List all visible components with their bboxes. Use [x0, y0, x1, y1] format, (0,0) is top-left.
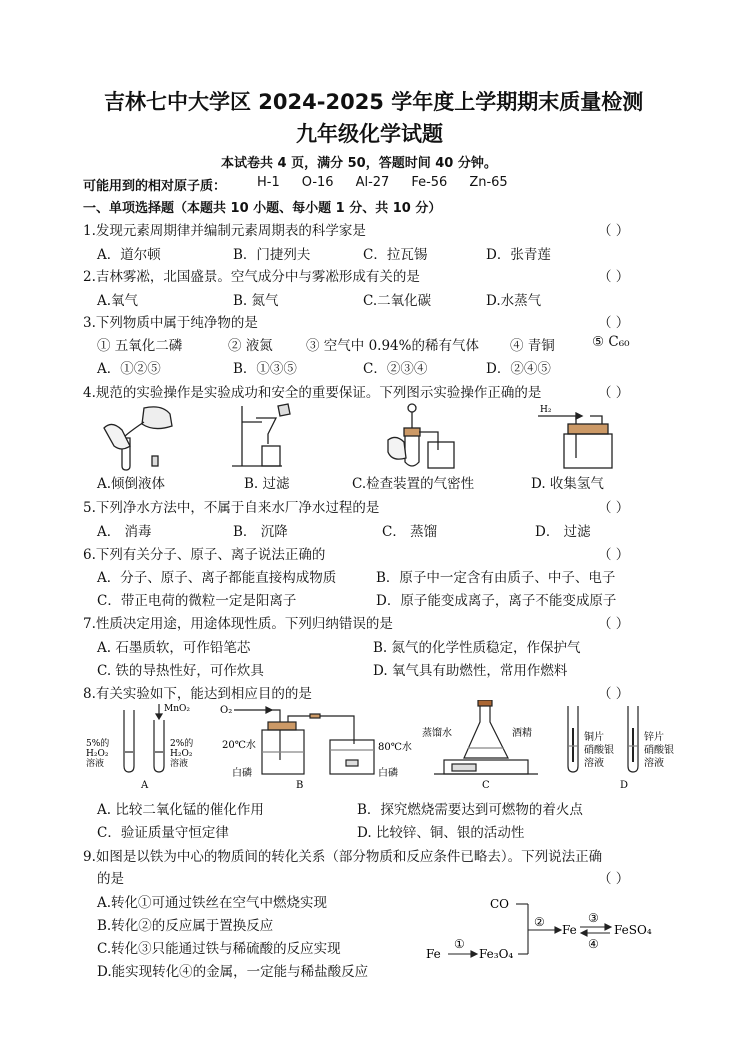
q4-option-a: A.倾倒液体: [97, 476, 166, 492]
right-solution-label: H₂O₂: [170, 749, 193, 759]
left-solution-label: H₂O₂: [86, 749, 109, 759]
copper-label: 铜片: [584, 732, 604, 743]
q2-option-d: D.水蒸气: [486, 293, 542, 309]
fe-center-label: Fe: [562, 923, 577, 937]
q4-option-b: B. 过滤: [244, 476, 290, 492]
q5-option-b: B． 沉降: [233, 524, 288, 540]
atomic-mass-item: Al-27: [355, 175, 390, 190]
atomic-mass-list: [257, 175, 508, 190]
figure-label-c: C: [482, 780, 490, 791]
answer-blank-2[interactable]: （ ）: [598, 269, 630, 285]
q3-option-c: C．②③④: [363, 361, 428, 377]
distilled-water-label: 蒸馏水: [422, 728, 452, 739]
q9-option-c: C.转化③只能通过铁与稀硫酸的反应实现: [97, 941, 341, 957]
filtration-figure: [232, 404, 290, 466]
alcohol-label: 酒精: [512, 728, 532, 739]
atomic-mass-item: Zn-65: [469, 175, 508, 190]
atomic-mass-label: 可能用到的相对原子质：: [83, 179, 227, 194]
question-6-stem: 6.下列有关分子、原子、离子说法正确的: [83, 547, 326, 563]
q9-option-d: D.能实现转化④的金属，一定能与稀盐酸反应: [97, 964, 369, 980]
temp-20-label: 20℃水: [222, 740, 256, 751]
atomic-mass-item: Fe-56: [411, 175, 448, 190]
solution-label: 溶液: [644, 758, 664, 769]
question-5-stem: 5.下列净水方法中，不属于自来水厂净水过程的是: [83, 500, 380, 516]
question-2-stem: 2.吉林雾凇，北国盛景。空气成分中与雾凇形成有关的是: [83, 269, 420, 285]
question-9-stem: 9.如图是以铁为中心的物质间的转化关系（部分物质和反应条件已略去）。下列说法正确: [83, 849, 603, 865]
o2-label: O₂: [220, 705, 233, 716]
q4-figures: [92, 400, 682, 472]
answer-blank-5[interactable]: （ ）: [598, 500, 630, 516]
conversion-1-label: ①: [454, 937, 465, 951]
atomic-mass-item: H-1: [257, 175, 280, 190]
question-7-stem: 7.性质决定用途，用途体现性质。下列归纳错误的是: [83, 616, 393, 632]
answer-blank-3[interactable]: （ ）: [598, 315, 630, 331]
silver-nitrate-label: 硝酸银: [644, 745, 674, 756]
q6-option-d: D．原子能变成离子，离子不能变成原子: [376, 593, 617, 609]
q2-option-b: B. 氮气: [233, 293, 279, 309]
q4-option-c: C.检查装置的气密性: [352, 476, 475, 492]
q3-item-5: ⑤ C₆₀: [592, 334, 630, 350]
exam-subtitle: 九年级化学试题: [296, 122, 443, 146]
q8-option-b: B．探究燃烧需要达到可燃物的着火点: [357, 802, 583, 818]
q1-option-c: C．拉瓦锡: [363, 247, 428, 263]
zinc-label: 锌片: [644, 732, 664, 743]
white-phosphorus-label: 白磷: [232, 768, 252, 779]
silver-nitrate-label: 硝酸银: [584, 745, 614, 756]
q3-option-a: A．①②⑤: [97, 361, 161, 377]
right-solution-label: 溶液: [170, 759, 189, 769]
q8-option-c: C．验证质量守恒定律: [97, 825, 229, 841]
question-3-stem: 3.下列物质中属于纯净物的是: [83, 315, 258, 331]
q1-option-a: A．道尔顿: [97, 247, 161, 263]
q1-option-b: B．门捷列夫: [233, 247, 311, 263]
section-heading: 一、单项选择题（本题共 10 小题、每小题 1 分、共 10 分）: [83, 201, 442, 216]
left-solution-label: 5%的: [86, 739, 110, 749]
answer-blank-8[interactable]: （ ）: [598, 686, 630, 702]
q3-item-3: ③ 空气中 0.94%的稀有气体: [306, 338, 479, 354]
answer-blank-4[interactable]: （ ）: [598, 385, 630, 401]
q3-option-b: B．①③⑤: [233, 361, 297, 377]
conversion-2-label: ②: [534, 915, 545, 929]
atomic-mass-item: O-16: [301, 175, 334, 190]
answer-blank-9[interactable]: （ ）: [598, 871, 630, 887]
figure-label-a: A: [141, 780, 149, 791]
question-1-stem: 1.发现元素周期律并编制元素周期表的科学家是: [83, 223, 366, 239]
co-label: CO: [490, 897, 510, 911]
pouring-liquid-figure: [104, 407, 172, 470]
q3-item-4: ④ 青铜: [510, 338, 555, 354]
hydrogen-collection-figure: [538, 413, 612, 468]
question-8-stem: 8.有关实验如下，能达到相应目的的是: [83, 686, 312, 702]
answer-blank-1[interactable]: （ ）: [598, 223, 630, 239]
q9-option-b: B.转化②的反应属于置换反应: [97, 918, 274, 934]
fe3o4-label: Fe₃O₄: [479, 947, 514, 961]
figure-label-d: D: [620, 780, 629, 791]
q5-option-a: A． 消毒: [97, 524, 152, 540]
q6-option-c: C．带正电荷的微粒一定是阳离子: [97, 593, 297, 609]
white-phosphorus-label: 白磷: [378, 768, 398, 779]
feso4-label: FeSO₄: [614, 923, 652, 937]
q1-option-d: D．张青莲: [486, 247, 551, 263]
q7-option-d: D. 氧气具有助燃性，常用作燃料: [373, 663, 568, 679]
temp-80-label: 80℃水: [378, 742, 412, 753]
q8-option-a: A. 比较二氧化锰的催化作用: [97, 802, 264, 818]
right-solution-label: 2%的: [170, 739, 194, 749]
q3-item-2: ② 液氮: [228, 338, 273, 354]
question-4-stem: 4.规范的实验操作是实验成功和安全的重要保证。下列图示实验操作正确的是: [83, 385, 542, 401]
answer-blank-7[interactable]: （ ）: [598, 616, 630, 632]
fe-start-label: Fe: [426, 947, 441, 961]
answer-blank-6[interactable]: （ ）: [598, 547, 630, 563]
q5-option-d: D． 过滤: [535, 524, 591, 540]
mno2-label: MnO₂: [164, 704, 190, 714]
q7-option-a: A. 石墨质软，可作铅笔芯: [97, 640, 251, 656]
q9-option-a: A.转化①可通过铁丝在空气中燃烧实现: [97, 895, 328, 911]
exam-title: 吉林七中大学区 2024-2025 学年度上学期期末质量检测: [104, 90, 644, 114]
q6-option-b: B．原子中一定含有由质子、中子、电子: [376, 570, 616, 586]
iron-conversion-diagram: [422, 888, 672, 968]
q6-option-a: A．分子、原子、离子都能直接构成物质: [97, 570, 337, 586]
conversion-3-label: ③: [588, 911, 599, 925]
h2-label: H₂: [540, 405, 552, 415]
airtightness-figure: [388, 404, 454, 468]
q7-option-c: C. 铁的导热性好，可作炊具: [97, 663, 264, 679]
conversion-4-label: ④: [588, 937, 599, 951]
q8-figures: [84, 700, 684, 792]
q4-option-d: D. 收集氢气: [531, 476, 604, 492]
solution-label: 溶液: [584, 758, 604, 769]
question-9-stem-cont: 的是: [97, 871, 124, 887]
figure-label-b: B: [296, 780, 304, 791]
left-solution-label: 溶液: [86, 759, 105, 769]
q8-option-d: D. 比较锌、铜、银的活动性: [357, 825, 525, 841]
catalyst-test-figure: [124, 704, 164, 772]
q5-option-c: C． 蒸馏: [382, 524, 438, 540]
q2-option-a: A.氧气: [97, 293, 139, 309]
exam-info: 本试卷共 4 页，满分 50，答题时间 40 分钟。: [221, 156, 497, 171]
q3-item-1: ① 五氧化二磷: [97, 338, 183, 354]
q7-option-b: B. 氮气的化学性质稳定，作保护气: [373, 640, 581, 656]
q3-option-d: D．②④⑤: [486, 361, 551, 377]
q2-option-c: C.二氧化碳: [363, 293, 432, 309]
